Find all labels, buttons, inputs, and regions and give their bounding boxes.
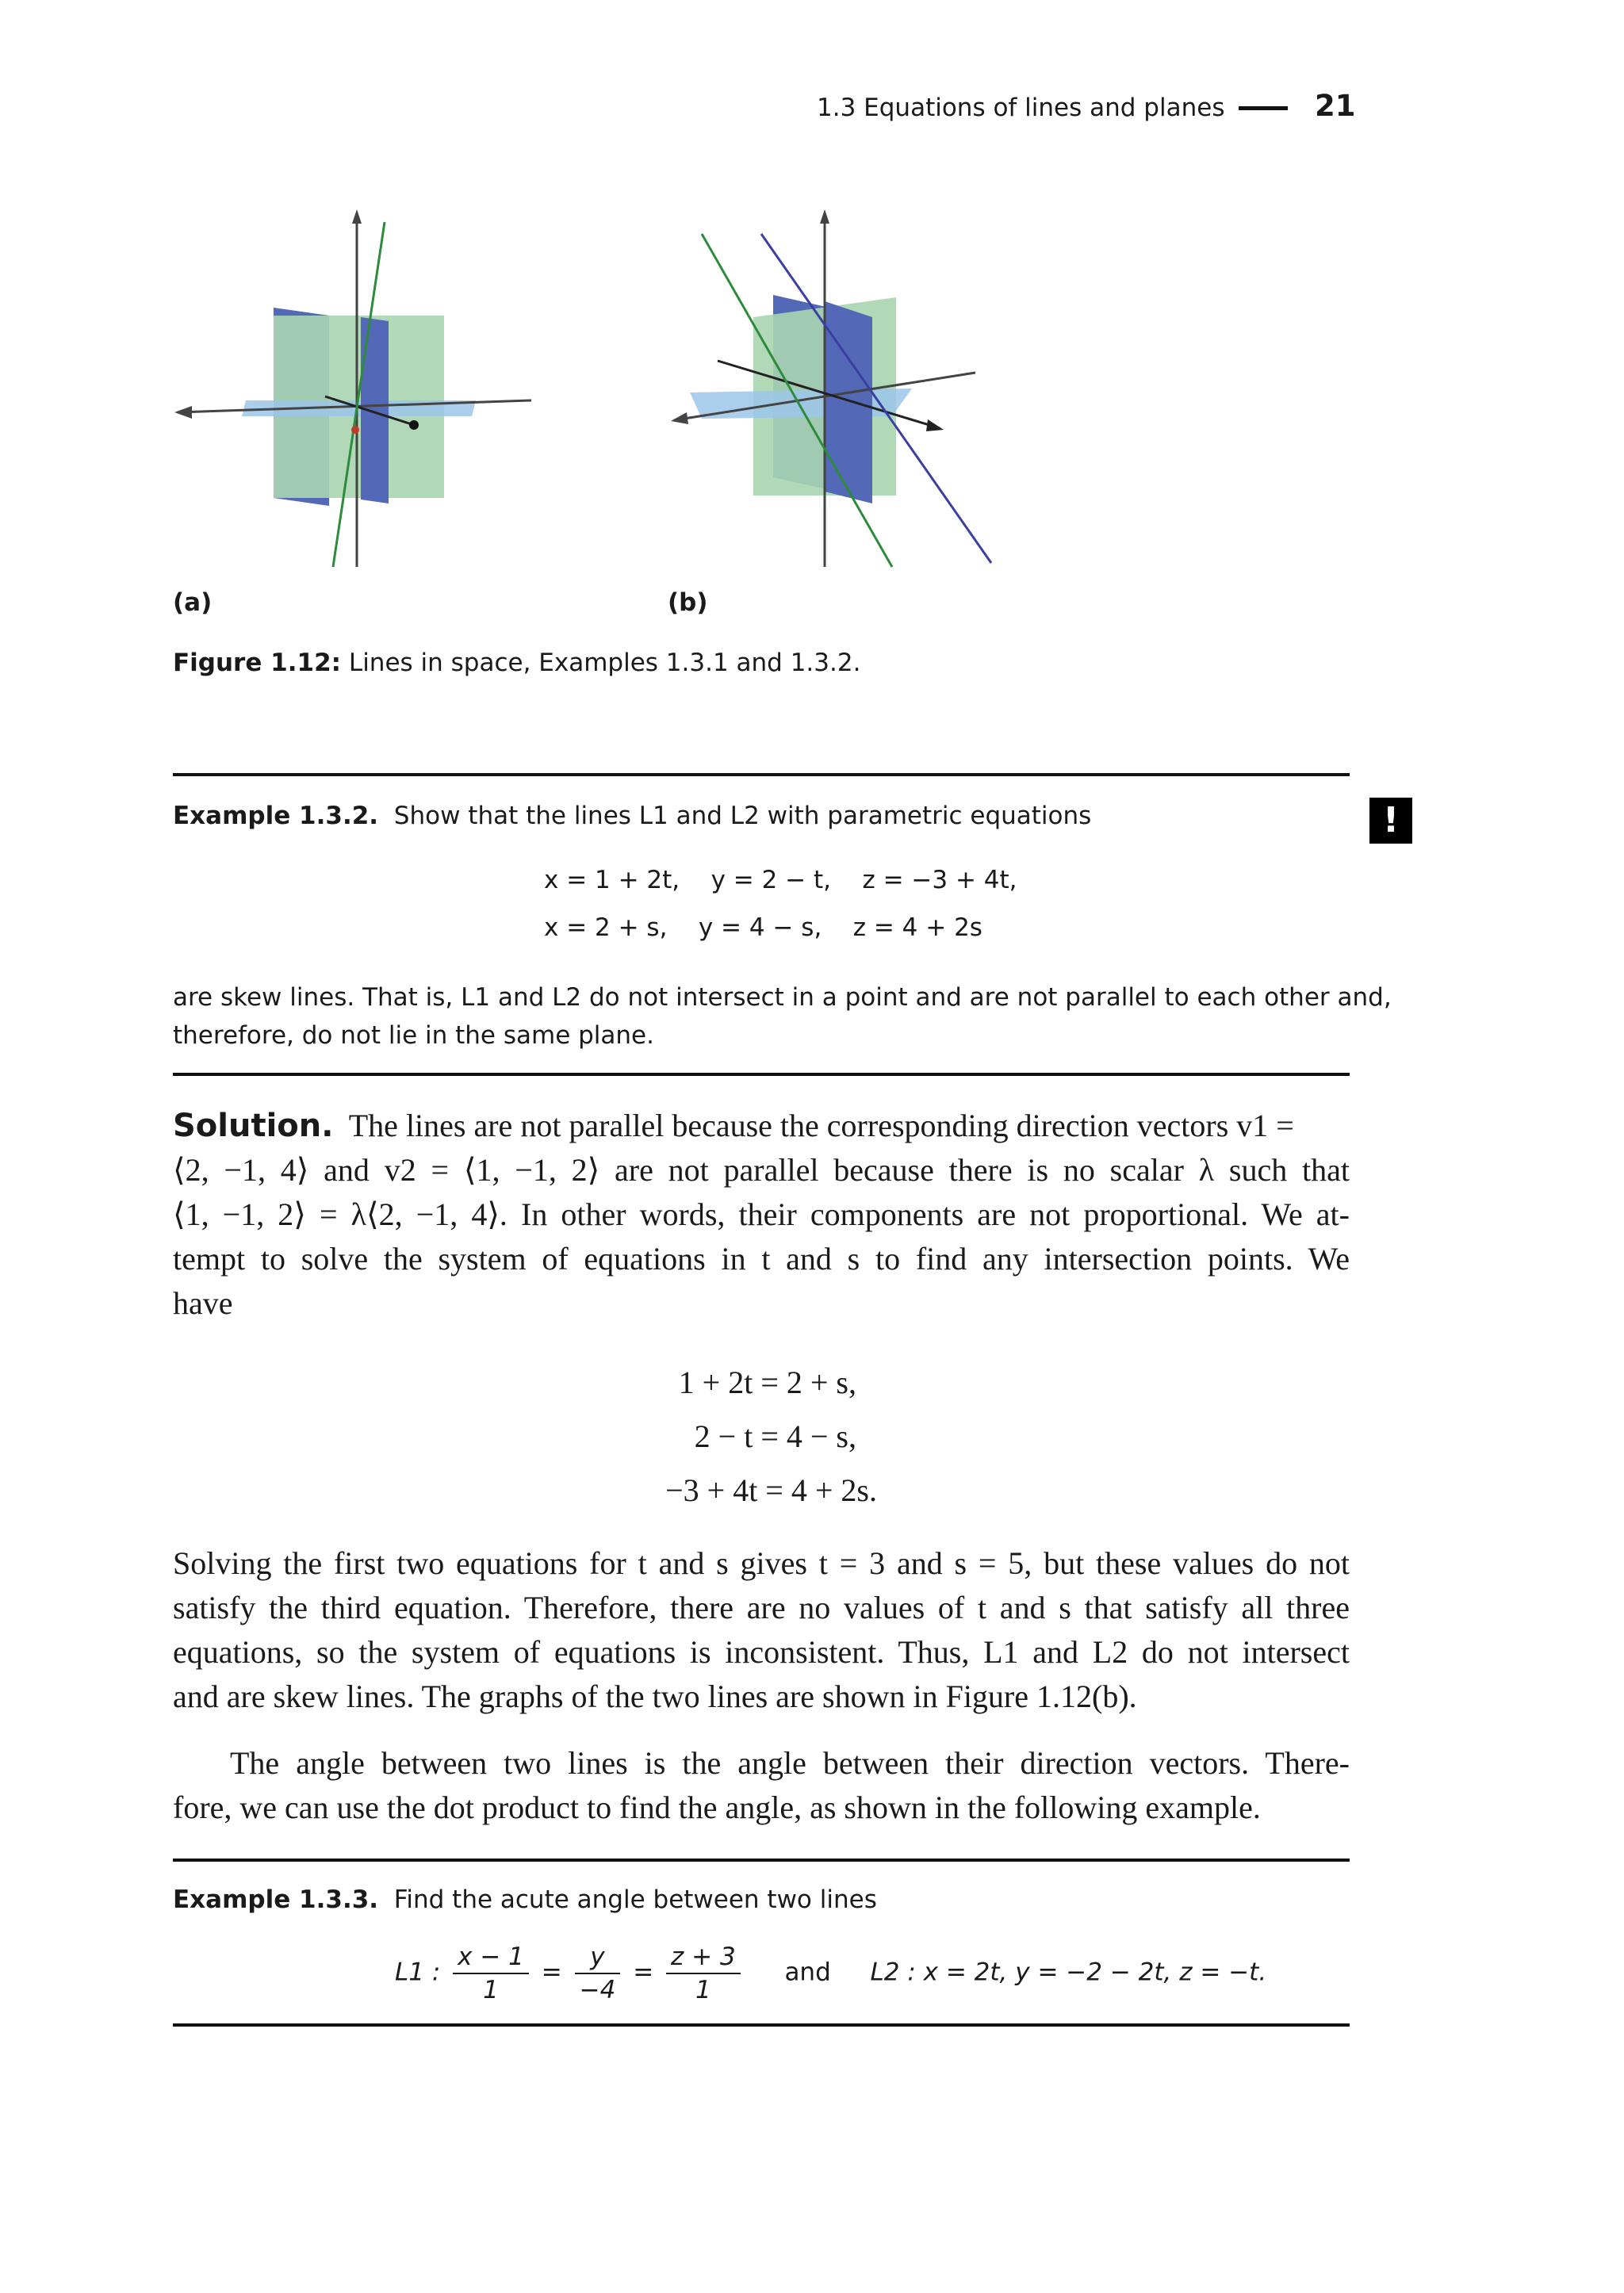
equals-1: = [541,1958,562,1987]
page-number: 21 [1315,89,1356,123]
header-rule [1239,106,1288,110]
system-eq-3: −3 + 4t = 4 + 2s. [665,1472,877,1508]
and-word: and [784,1958,831,1987]
z-axis-arrow [820,209,829,224]
caption-label: Figure 1.12: [173,649,342,677]
system-eq-2: 2 − t = 4 − s, [694,1418,856,1454]
param-eq-l2: x = 2 + s, y = 4 − s, z = 4 + 2s [544,913,982,942]
solution-line-2: ⟨2, −1, 4⟩ and v2 = ⟨1, −1, 2⟩ are not parallel because there is no scalar λ such that [173,1152,1350,1188]
solution-para3-line-2: fore, we can use the dot product to find the angle, as shown in the following example. [173,1790,1261,1825]
solution-line-5: have [173,1285,233,1321]
z-axis-arrow [352,209,362,224]
example-1-3-3-top-rule [173,1859,1350,1862]
running-head: 1.3 Equations of lines and planes [817,94,1225,122]
caption-text: Lines in space, Examples 1.3.1 and 1.3.2. [341,649,861,677]
panel-label-a: (a) [173,588,213,617]
fraction-y: $\frac{y}{-4}$ [575,1941,621,2006]
solution-line-3: ⟨1, −1, 2⟩ = λ⟨2, −1, 4⟩. In other words, their components are not proportional. We at- [173,1196,1350,1232]
example-label: Example 1.3.2. [173,802,379,830]
x-axis-arrow [671,412,688,424]
example-1-3-3-bottom-rule [173,2023,1350,2027]
example-1-3-3-equations [395,1941,1266,2006]
l1-label: L1 : [395,1958,441,1987]
solution-para2-line-1: Solving the first two equations for t and s gives t = 3 and s = 5, but these values do not [173,1545,1350,1581]
example-bottom-rule [173,1073,1350,1076]
intersection-point [351,426,359,434]
solution-para2-line-2: satisfy the third equation. Therefore, there are no values of t and s that satisfy all three [173,1590,1350,1625]
solution-line-1 [173,1104,1350,1148]
example-top-rule [173,773,1350,776]
param-eq-l1: x = 1 + 2t, y = 2 − t, z = −3 + 4t, [544,866,1017,894]
figure-panel-a [167,198,539,571]
example-1-3-2-intro-line [173,797,1091,835]
blue-plane-front [825,301,872,503]
exclamation-icon: ! [1369,798,1412,844]
example-body-line-2: therefore, do not lie in the same plane. [173,1021,654,1050]
example-1-3-3-intro-line [173,1881,877,1919]
l2-equation: L2 : x = 2t, y = −2 − 2t, z = −t. [870,1958,1267,1987]
figure-caption [173,649,860,677]
y-axis-arrow [926,419,944,431]
fraction-x: $\frac{x - 1}{1}$ [453,1941,529,2006]
equals-2: = [633,1958,654,1987]
example-intro: Show that the lines L1 and L2 with parametric equations [393,802,1092,830]
example-body-line-1: are skew lines. That is, L1 and L2 do not intersect in a point and are not parallel to each other and, [173,983,1392,1012]
fraction-z: $\frac{z + 3}{1}$ [666,1941,741,2006]
axis-point [409,420,419,430]
system-eq-1: 1 + 2t = 2 + s, [678,1365,856,1400]
example-label: Example 1.3.3. [173,1885,379,1914]
solution-line-4: tempt to solve the system of equations in t and s to find any intersection points. We [173,1241,1350,1277]
x-axis-arrow [174,406,192,419]
solution-para2-line-3: equations, so the system of equations is inconsistent. Thus, L1 and L2 do not intersect [173,1634,1350,1670]
example-intro: Find the acute angle between two lines [393,1885,877,1914]
solution-para3-line-1: The angle between two lines is the angle between their direction vectors. There- [230,1745,1350,1781]
solution-text-1: The lines are not parallel because the corresponding direction vectors v1 = [348,1108,1294,1143]
figure-panel-b [666,198,1015,571]
solution-para2-line-4: and are skew lines. The graphs of the two lines are shown in Figure 1.12(b). [173,1679,1137,1714]
solution-label: Solution. [173,1108,334,1144]
panel-label-b: (b) [668,588,708,617]
